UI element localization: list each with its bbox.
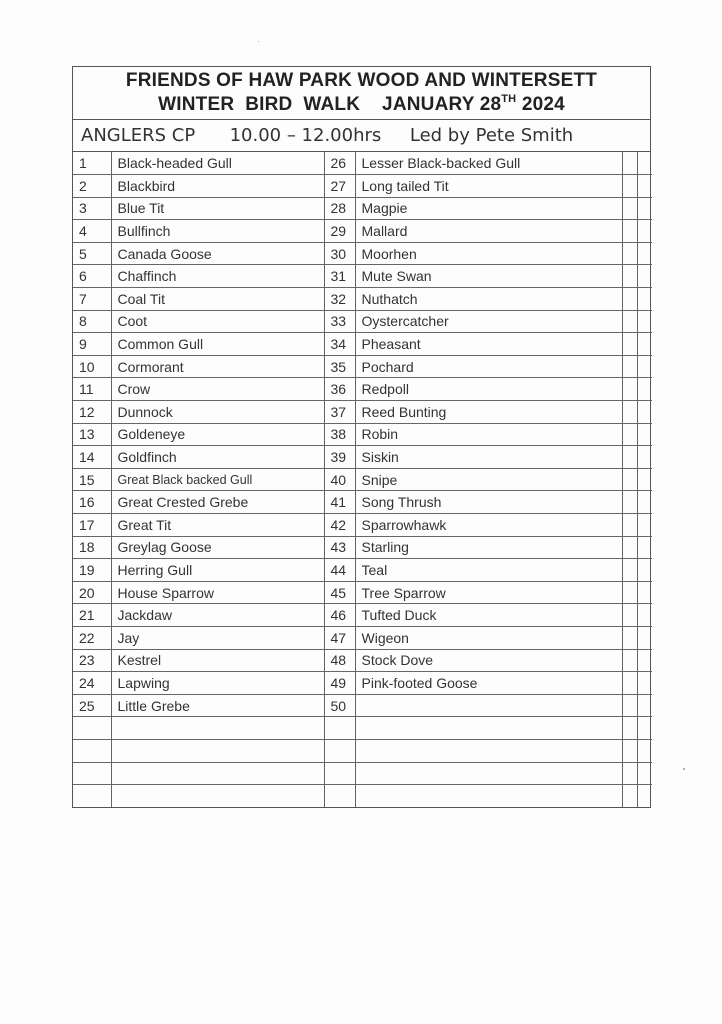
row-number-right: 34 [324,333,355,356]
row-number-left: 4 [73,220,111,243]
paper-speck [258,41,259,42]
bird-name-left: Coal Tit [111,288,324,311]
row-number-right: 39 [324,446,355,469]
bird-name-right [355,785,622,808]
tick-box[interactable] [622,288,637,311]
tick-box[interactable] [637,220,652,243]
tick-box[interactable] [637,536,652,559]
row-number-left: 23 [73,649,111,672]
table-row [73,672,652,695]
tick-box[interactable] [637,604,652,627]
tick-box[interactable] [622,491,637,514]
bird-name-right: Pink-footed Goose [355,672,622,695]
bird-name-left: Jay [111,626,324,649]
walk-info-line [73,120,650,152]
table-row [73,785,652,808]
row-number-right: 49 [324,672,355,695]
row-number-right: 29 [324,220,355,243]
bird-name-right: Nuthatch [355,288,622,311]
row-number-left: 8 [73,310,111,333]
row-number-right: 48 [324,649,355,672]
bird-name-left: Great Black backed Gull [111,468,324,491]
bird-name-right: Reed Bunting [355,401,622,424]
row-number-right: 47 [324,626,355,649]
bird-name-left: Cormorant [111,355,324,378]
tick-box[interactable] [637,197,652,220]
table-row [73,220,652,243]
bird-name-right: Wigeon [355,626,622,649]
table-row [73,717,652,740]
tick-box[interactable] [622,649,637,672]
bird-name-left: Black-headed Gull [111,152,324,175]
title-line-2 [73,93,650,117]
walk-leader: Led by Pete Smith [409,125,574,146]
table-row [73,762,652,785]
table-row [73,739,652,762]
tick-box[interactable] [637,649,652,672]
bird-name-right [355,762,622,785]
bird-name-right: Oystercatcher [355,310,622,333]
tick-box[interactable] [622,785,637,808]
bird-name-left: Greylag Goose [111,536,324,559]
bird-name-left: Herring Gull [111,559,324,582]
tick-box[interactable] [622,401,637,424]
walk-time: 10.00 – 12.00hrs [229,125,382,146]
row-number-left [73,762,111,785]
bird-name-right: Siskin [355,446,622,469]
walk-location: ANGLERS CP [81,125,196,146]
bird-name-left: Little Grebe [111,694,324,717]
bird-name-left: Jackdaw [111,604,324,627]
row-number-left: 25 [73,694,111,717]
paper-speck [683,768,685,770]
row-number-left: 15 [73,468,111,491]
title-line-1: FRIENDS OF HAW PARK WOOD AND WINTERSETT [125,70,598,91]
tick-box[interactable] [637,378,652,401]
table-row [73,581,652,604]
row-number-right: 31 [324,265,355,288]
row-number-right: 41 [324,491,355,514]
tick-box[interactable] [622,220,637,243]
row-number-right: 35 [324,355,355,378]
bird-name-right: Redpoll [355,378,622,401]
row-number-right [324,785,355,808]
tick-box[interactable] [622,536,637,559]
row-number-left: 5 [73,242,111,265]
tick-box[interactable] [637,355,652,378]
row-number-left: 17 [73,514,111,537]
bird-name-left: Kestrel [111,649,324,672]
row-number-left [73,739,111,762]
tick-box[interactable] [622,581,637,604]
row-number-left: 24 [73,672,111,695]
tick-box[interactable] [637,333,652,356]
bird-name-right: Mute Swan [355,265,622,288]
tick-box[interactable] [622,468,637,491]
tick-box[interactable] [622,423,637,446]
tick-box[interactable] [637,785,652,808]
bird-name-left: Dunnock [111,401,324,424]
tick-box[interactable] [622,717,637,740]
tick-box[interactable] [637,717,652,740]
row-number-right: 30 [324,242,355,265]
tick-box[interactable] [622,175,637,198]
tick-box[interactable] [637,242,652,265]
bird-name-left: Common Gull [111,333,324,356]
table-row [73,333,652,356]
tick-box[interactable] [622,242,637,265]
bird-name-left: Chaffinch [111,265,324,288]
row-number-right: 43 [324,536,355,559]
bird-checklist-table [73,152,652,807]
tick-box[interactable] [622,626,637,649]
bird-name-left: Great Tit [111,514,324,537]
row-number-left [73,785,111,808]
tick-box[interactable] [622,762,637,785]
tick-box[interactable] [622,559,637,582]
bird-name-left: Lapwing [111,672,324,695]
bird-name-right: Song Thrush [355,491,622,514]
bird-name-right: Tree Sparrow [355,581,622,604]
tick-box[interactable] [622,672,637,695]
bird-name-right: Stock Dove [355,649,622,672]
row-number-right: 32 [324,288,355,311]
tick-box[interactable] [637,446,652,469]
row-number-left: 20 [73,581,111,604]
row-number-left: 13 [73,423,111,446]
bird-name-left [111,717,324,740]
row-number-left: 21 [73,604,111,627]
tick-box[interactable] [622,694,637,717]
bird-name-left: Great Crested Grebe [111,491,324,514]
table-row [73,355,652,378]
table-row [73,401,652,424]
row-number-right: 28 [324,197,355,220]
row-number-right: 50 [324,694,355,717]
tick-box[interactable] [637,626,652,649]
table-row [73,626,652,649]
tick-box[interactable] [622,446,637,469]
bird-name-right: Robin [355,423,622,446]
table-row [73,197,652,220]
tick-box[interactable] [637,401,652,424]
bird-name-left: House Sparrow [111,581,324,604]
tick-box[interactable] [637,762,652,785]
row-number-right [324,739,355,762]
row-number-right: 27 [324,175,355,198]
table-row [73,242,652,265]
row-number-left: 6 [73,265,111,288]
row-number-right: 42 [324,514,355,537]
table-row [73,536,652,559]
tick-box[interactable] [637,559,652,582]
table-row [73,446,652,469]
tick-box[interactable] [637,694,652,717]
row-number-left: 14 [73,446,111,469]
tick-box[interactable] [622,152,637,175]
row-number-right [324,717,355,740]
tick-box[interactable] [622,265,637,288]
tick-box[interactable] [637,491,652,514]
bird-list-sheet [72,66,651,808]
tick-box[interactable] [637,672,652,695]
bird-name-left [111,739,324,762]
row-number-right: 40 [324,468,355,491]
table-row [73,152,652,175]
table-row [73,378,652,401]
tick-box[interactable] [637,514,652,537]
bird-name-left [111,762,324,785]
walk-date-text: WINTER BIRD WALK JANUARY 28 [158,94,502,115]
bird-name-left: Crow [111,378,324,401]
tick-box[interactable] [622,310,637,333]
table-row [73,423,652,446]
tick-box[interactable] [622,378,637,401]
row-number-right: 26 [324,152,355,175]
bird-name-right: Snipe [355,468,622,491]
row-number-left: 12 [73,401,111,424]
bird-name-left: Bullfinch [111,220,324,243]
row-number-right: 37 [324,401,355,424]
row-number-left: 19 [73,559,111,582]
table-row [73,175,652,198]
row-number-left: 9 [73,333,111,356]
row-number-left: 16 [73,491,111,514]
table-row [73,265,652,288]
date-ordinal-suffix: TH [501,92,517,105]
tick-box[interactable] [637,265,652,288]
table-row [73,288,652,311]
tick-box[interactable] [622,333,637,356]
tick-box[interactable] [637,468,652,491]
table-row [73,491,652,514]
tick-box[interactable] [637,423,652,446]
tick-box[interactable] [637,288,652,311]
tick-box[interactable] [637,152,652,175]
row-number-left: 1 [73,152,111,175]
table-row [73,694,652,717]
tick-box[interactable] [637,739,652,762]
bird-name-right: Mallard [355,220,622,243]
row-number-right: 38 [324,423,355,446]
bird-name-right: Starling [355,536,622,559]
row-number-left: 18 [73,536,111,559]
tick-box[interactable] [622,739,637,762]
bird-name-right: Moorhen [355,242,622,265]
walk-year: 2024 [516,94,565,115]
bird-name-right: Pheasant [355,333,622,356]
bird-name-left: Goldfinch [111,446,324,469]
title-block [73,67,650,120]
tick-box[interactable] [637,310,652,333]
row-number-left [73,717,111,740]
row-number-right [324,762,355,785]
bird-name-right: Pochard [355,355,622,378]
table-row [73,559,652,582]
bird-name-left: Blue Tit [111,197,324,220]
table-row [73,310,652,333]
table-row [73,604,652,627]
bird-name-right [355,717,622,740]
row-number-right: 45 [324,581,355,604]
table-row [73,649,652,672]
tick-box[interactable] [637,175,652,198]
bird-name-right: Magpie [355,197,622,220]
row-number-right: 44 [324,559,355,582]
row-number-right: 33 [324,310,355,333]
row-number-left: 22 [73,626,111,649]
bird-name-left [111,785,324,808]
bird-name-left: Canada Goose [111,242,324,265]
row-number-left: 7 [73,288,111,311]
bird-name-right: Lesser Black-backed Gull [355,152,622,175]
bird-name-right [355,739,622,762]
row-number-left: 11 [73,378,111,401]
tick-box[interactable] [622,355,637,378]
bird-name-left: Blackbird [111,175,324,198]
tick-box[interactable] [622,197,637,220]
row-number-left: 10 [73,355,111,378]
row-number-left: 3 [73,197,111,220]
bird-name-right: Sparrowhawk [355,514,622,537]
row-number-left: 2 [73,175,111,198]
bird-name-right: Long tailed Tit [355,175,622,198]
bird-name-right [355,694,622,717]
bird-name-right: Teal [355,559,622,582]
tick-box[interactable] [637,581,652,604]
bird-name-left: Coot [111,310,324,333]
table-row [73,468,652,491]
row-number-right: 36 [324,378,355,401]
tick-box[interactable] [622,604,637,627]
bird-name-right: Tufted Duck [355,604,622,627]
tick-box[interactable] [622,514,637,537]
bird-name-left: Goldeneye [111,423,324,446]
table-row [73,514,652,537]
row-number-right: 46 [324,604,355,627]
